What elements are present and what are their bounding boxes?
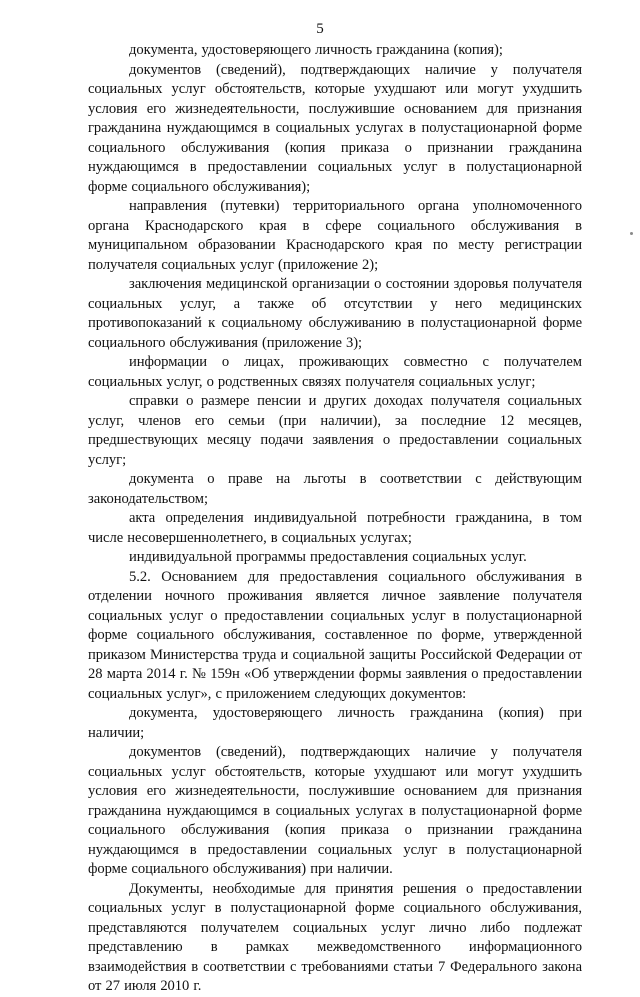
document-body (88, 41, 582, 997)
paragraph: 5.2. Основанием для предоставления социального обслуживания в отделении ночного проживания является личное заявление получателя социальных услуг о предоставлении социальных услуг в полустационарной форме социального обслуживания, составленное по форме, утвержденной приказом Министерства труда и социальной защиты Российской Федерации от 28 марта 2014 г. № 159н «Об утверждении формы заявления о предоставлении социальных услуг», с приложением следующих документов: (88, 568, 582, 702)
paragraph: заключения медицинской организации о состоянии здоровья получателя социальных услуг, а также об отсутствии у него медицинских противопоказаний к социальному обслуживанию в полустационарной форме социального обслуживания (приложение 3); (88, 276, 582, 351)
paragraph: информации о лицах, проживающих совместно с получателем социальных услуг, о родственных связях получателя социальных услуг; (88, 354, 582, 390)
page-number: 5 (316, 21, 324, 37)
paragraph: документа, удостоверяющего личность гражданина (копия) при наличии; (88, 705, 582, 741)
paragraph: акта определения индивидуальной потребности гражданина, в том числе несовершеннолетнего, в социальных услугах; (88, 510, 582, 546)
paragraph: документа, удостоверяющего личность гражданина (копия); (129, 42, 503, 58)
paragraph: индивидуальной программы предоставления социальных услуг. (129, 549, 527, 565)
paragraph: документов (сведений), подтверждающих наличие у получателя социальных услуг обстоятельств, которые ухудшают или могут ухудшить условия его жизнедеятельности, послужившие основанием для признания гражданина нуждающимся в социальных услугах в полустационарной форме социального обслуживания (копия приказа о признании гражданина нуждающимся в предоставлении социальных услуг в полустационарной форме социального обслуживания); (88, 61, 582, 195)
scan-speck (630, 232, 633, 235)
paragraph: Документы, необходимые для принятия решения о предоставлении социальных услуг в полустационарной форме социального обслуживания, представляются получателем социальных услуг лично либо подлежат представлению в рамках межведомственного информационного взаимодействия в соответствии с требованиями статьи 7 Федерального закона от 27 июля 2010 г. (88, 880, 582, 994)
paragraph: направления (путевки) территориального органа уполномоченного органа Краснодарского края в сфере социального обслуживания в муниципальном образовании Краснодарского края по месту регистрации получателя социальных услуг (приложение 2); (88, 198, 582, 273)
paragraph: документа о праве на льготы в соответствии с действующим законодательством; (88, 471, 582, 507)
paragraph: справки о размере пенсии и других доходах получателя социальных услуг, членов его семьи (при наличии), за последние 12 месяцев, предшествующих месяцу подачи заявления о предоставлении социальных услуг; (88, 393, 582, 468)
paragraph: документов (сведений), подтверждающих наличие у получателя социальных услуг обстоятельств, которые ухудшают или могут ухудшить условия его жизнедеятельности, послужившие основанием для признания гражданина нуждающимся в социальных услугах в полустационарной форме социального обслуживания (копия приказа о признании гражданина нуждающимся в предоставлении социальных услуг в полустационарной форме социального обслуживания) при наличии. (88, 744, 582, 877)
